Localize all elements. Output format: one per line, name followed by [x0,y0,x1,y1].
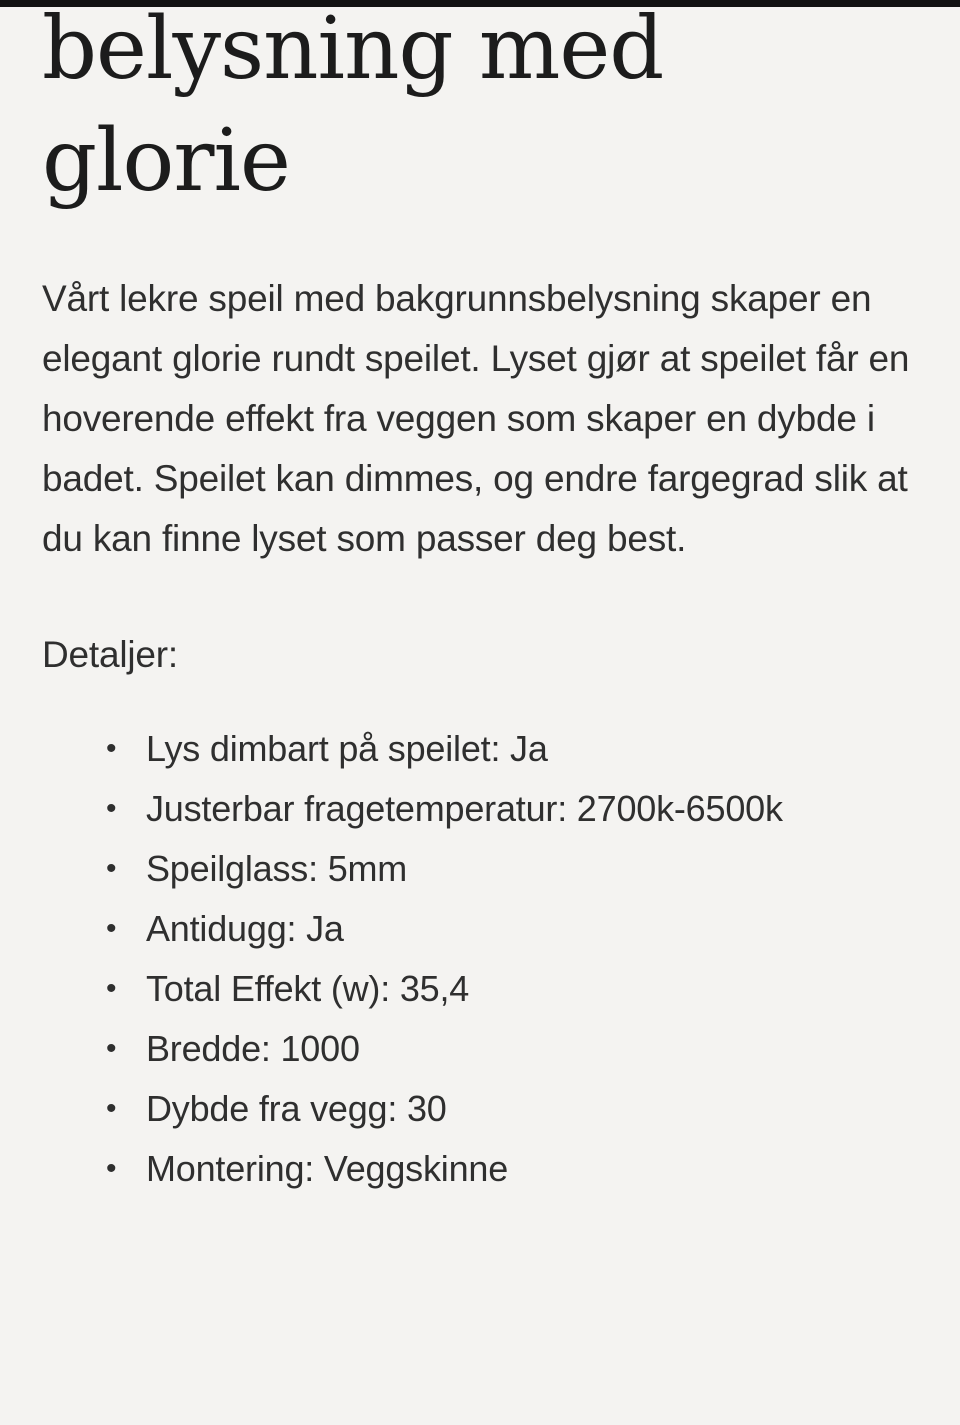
page-title-line-1: belysning med [42,0,664,99]
details-label: Detaljer: [42,634,178,675]
list-item: • Total Effekt (w): 35,4 [146,959,918,1019]
spec-list [42,719,918,1199]
list-item: • Justerbar fragetemperatur: 2700k-6500k [146,779,918,839]
product-description: Vårt lekre speil med bakgrunnsbelysning skaper en elegant glorie rundt speilet. Lyset gjør at speilet får en hoverende effekt fra veggen som skaper en dybde i badet. Speilet kan dimmes, og endre fargegrad slik at du kan finne lyset som passer deg best. [42,278,910,559]
list-item: • Montering: Veggskinne [146,1139,918,1199]
page-title [42,0,918,217]
list-item: • Dybde fra vegg: 30 [146,1079,918,1139]
list-item: • Speilglass: 5mm [146,839,918,899]
page-title-clip [42,0,918,221]
list-item: • Bredde: 1000 [146,1019,918,1079]
page-title-line-2: glorie [42,111,290,211]
list-item: • Lys dimbart på speilet: Ja [146,719,918,779]
list-item: • Antidugg: Ja [146,899,918,959]
